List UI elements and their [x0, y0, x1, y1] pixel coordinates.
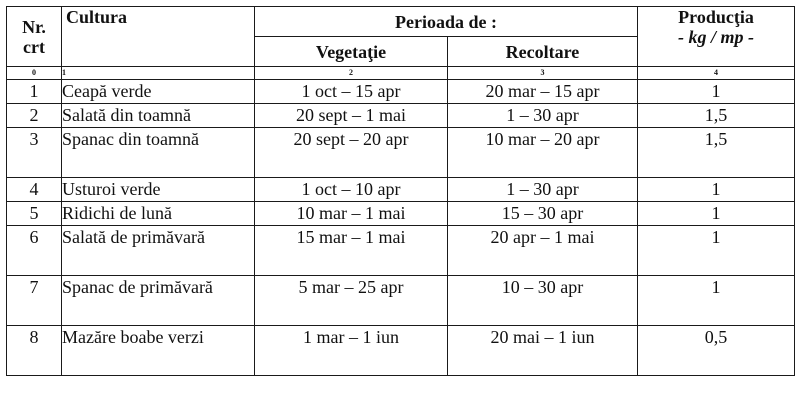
cell-vegetatie: 10 mar – 1 mai — [255, 202, 448, 226]
cell-recoltare: 15 – 30 apr — [448, 202, 638, 226]
cell-cultura: Mazăre boabe verzi — [62, 326, 255, 376]
cell-vegetatie: 1 mar – 1 iun — [255, 326, 448, 376]
cell-recoltare: 20 apr – 1 mai — [448, 226, 638, 276]
cell-vegetatie: 1 oct – 10 apr — [255, 178, 448, 202]
cell-cultura: Ridichi de lună — [62, 202, 255, 226]
cell-vegetatie: 5 mar – 25 apr — [255, 276, 448, 326]
col-number: 1 — [62, 67, 255, 80]
cell-nr: 2 — [7, 104, 62, 128]
header-productia — [638, 7, 795, 67]
header-productia-label: Producţia — [678, 7, 754, 27]
col-number: 4 — [638, 67, 795, 80]
cell-nr: 1 — [7, 80, 62, 104]
header-vegetatie: Vegetaţie — [255, 37, 448, 67]
cell-productie: 1 — [638, 178, 795, 202]
cell-productie: 1 — [638, 202, 795, 226]
header-nr-crt — [7, 7, 62, 67]
cell-recoltare: 10 – 30 apr — [448, 276, 638, 326]
table-row — [7, 326, 795, 376]
cell-productie: 1 — [638, 276, 795, 326]
cell-productie: 0,5 — [638, 326, 795, 376]
cell-cultura: Usturoi verde — [62, 178, 255, 202]
table-row — [7, 202, 795, 226]
cell-cultura: Salată din toamnă — [62, 104, 255, 128]
table-header — [7, 7, 795, 80]
col-number: 3 — [448, 67, 638, 80]
cell-productie: 1,5 — [638, 128, 795, 178]
cell-vegetatie: 20 sept – 20 apr — [255, 128, 448, 178]
table-row — [7, 226, 795, 276]
cell-nr: 8 — [7, 326, 62, 376]
table-row — [7, 178, 795, 202]
column-number-row — [7, 67, 795, 80]
cell-productie: 1 — [638, 226, 795, 276]
cell-vegetatie: 1 oct – 15 apr — [255, 80, 448, 104]
cell-nr: 6 — [7, 226, 62, 276]
cell-cultura: Spanac de primăvară — [62, 276, 255, 326]
cell-cultura: Spanac din toamnă — [62, 128, 255, 178]
table-row — [7, 80, 795, 104]
cell-nr: 5 — [7, 202, 62, 226]
header-cultura: Cultura — [62, 7, 255, 67]
cell-recoltare: 20 mar – 15 apr — [448, 80, 638, 104]
cell-recoltare: 1 – 30 apr — [448, 104, 638, 128]
cell-vegetatie: 15 mar – 1 mai — [255, 226, 448, 276]
cell-productie: 1 — [638, 80, 795, 104]
table-row — [7, 128, 795, 178]
cell-recoltare: 20 mai – 1 iun — [448, 326, 638, 376]
header-crt: crt — [23, 36, 45, 57]
cell-cultura: Ceapă verde — [62, 80, 255, 104]
header-nr: Nr. — [22, 16, 46, 37]
cell-vegetatie: 20 sept – 1 mai — [255, 104, 448, 128]
table-row — [7, 104, 795, 128]
cell-nr: 7 — [7, 276, 62, 326]
col-number: 0 — [7, 67, 62, 80]
cell-cultura: Salată de primăvară — [62, 226, 255, 276]
cell-nr: 3 — [7, 128, 62, 178]
header-perioada: Perioada de : — [255, 7, 638, 37]
cell-productie: 1,5 — [638, 104, 795, 128]
cell-recoltare: 1 – 30 apr — [448, 178, 638, 202]
col-number: 2 — [255, 67, 448, 80]
cell-nr: 4 — [7, 178, 62, 202]
crop-schedule-table — [6, 6, 795, 376]
header-recoltare: Recoltare — [448, 37, 638, 67]
header-unit: - kg / mp - — [678, 27, 754, 47]
cell-recoltare: 10 mar – 20 apr — [448, 128, 638, 178]
table-row — [7, 276, 795, 326]
table-body — [7, 80, 795, 376]
